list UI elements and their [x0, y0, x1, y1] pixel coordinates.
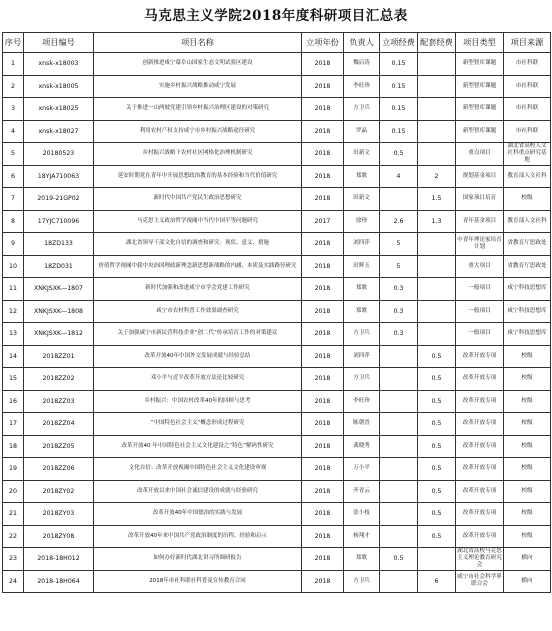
row-index: 10 [3, 255, 24, 278]
project-source: 校级 [504, 503, 551, 526]
row-index: 23 [3, 548, 24, 571]
project-source: 校级 [504, 525, 551, 548]
project-code: 17YJC710096 [24, 210, 94, 233]
document-title: 马克思主义学院2018年度科研项目汇总表 [144, 8, 408, 24]
project-code: 18ZD133 [24, 233, 94, 256]
project-leader: 魏启涛 [344, 53, 380, 76]
project-code: 18ZD031 [24, 255, 94, 278]
table-row [3, 165, 551, 188]
matching-funding: 0.5 [418, 435, 456, 458]
table-row [3, 75, 551, 98]
project-leader: 罗晶 [344, 120, 380, 143]
project-name: 关于加强咸宁市新民营科技企业“创二代”传承培育工作的对策建议 [94, 323, 302, 346]
project-source: 咸宁科技思想库 [504, 300, 551, 323]
project-name: 咸宁市农村科普工作效果调查研究 [94, 300, 302, 323]
project-leader: 郑歌 [344, 278, 380, 301]
project-funding: 5 [380, 255, 418, 278]
row-index: 6 [3, 165, 24, 188]
project-leader: 刘四萍 [344, 233, 380, 256]
project-funding: 0.15 [380, 75, 418, 98]
table-row [3, 525, 551, 548]
row-index: 3 [3, 98, 24, 121]
funding-header: 立项经费 [380, 33, 418, 53]
row-index: 11 [3, 278, 24, 301]
project-source: 咸宁科技思想库 [504, 323, 551, 346]
row-index: 22 [3, 525, 24, 548]
project-source: 教育部人文社科 [504, 210, 551, 233]
row-index: 24 [3, 570, 24, 593]
project-code: 20180523 [24, 143, 94, 166]
table-row [3, 503, 551, 526]
table-row [3, 570, 551, 593]
table-row [3, 413, 551, 436]
row-index: 2 [3, 75, 24, 98]
matching-funding: 0.5 [418, 368, 456, 391]
matching-funding: 0.5 [418, 390, 456, 413]
project-leader: 方卫兵 [344, 570, 380, 593]
project-funding: 0.5 [380, 548, 418, 571]
project-code: 2018ZY03 [24, 503, 94, 526]
project-code: 2018ZZ02 [24, 368, 94, 391]
project-leader: 田新文 [344, 143, 380, 166]
row-index: 7 [3, 188, 24, 211]
project-leader: 杨翔才 [344, 525, 380, 548]
table-row [3, 300, 551, 323]
row-index: 21 [3, 503, 24, 526]
project-type: 中青年理论家培育计划 [456, 233, 504, 256]
project-code: 2018ZZ06 [24, 458, 94, 481]
project-leader: 郑歌 [344, 548, 380, 571]
project-year: 2018 [302, 165, 344, 188]
project-type: 改革开放专项 [456, 458, 504, 481]
row-index: 14 [3, 345, 24, 368]
project-year: 2018 [302, 323, 344, 346]
project-funding [380, 525, 418, 548]
project-name: 如何办好新时代湖北讲习所调研报告 [94, 548, 302, 571]
project-funding: 0.15 [380, 53, 418, 76]
project-leader: 李旺珍 [344, 75, 380, 98]
project-year: 2018 [302, 435, 344, 458]
project-type: 新型智库课题 [456, 53, 504, 76]
project-funding: 0.3 [380, 323, 418, 346]
row-index: 1 [3, 53, 24, 76]
project-code: xnsk-x18025 [24, 98, 94, 121]
project-code: 2018-18H012 [24, 548, 94, 571]
project-type-header: 项目类型 [456, 33, 504, 53]
project-leader: 陈朝晋 [344, 413, 380, 436]
project-funding: 0.15 [380, 98, 418, 121]
project-year: 2018 [302, 503, 344, 526]
project-code: XNKJSXK—1808 [24, 300, 94, 323]
project-type: 改革开放专项 [456, 503, 504, 526]
project-name: 乡村振兴战略下农村社区网格化治理机制研究 [94, 143, 302, 166]
project-code: 2018ZY08 [24, 525, 94, 548]
project-code: 2018ZZ03 [24, 390, 94, 413]
project-source: 校级 [504, 458, 551, 481]
project-source: 横向 [504, 548, 551, 571]
row-index: 16 [3, 390, 24, 413]
project-year: 2018 [302, 413, 344, 436]
project-name: 新时代中国共产党民生政治思想研究 [94, 188, 302, 211]
project-funding: 0.3 [380, 300, 418, 323]
row-index: 9 [3, 233, 24, 256]
project-name: 改革开放40年中国外交发展成就与经验总结 [94, 345, 302, 368]
project-type: 新型智库课题 [456, 120, 504, 143]
project-summary-table [2, 32, 551, 593]
project-funding: 4 [380, 165, 418, 188]
project-year: 2018 [302, 480, 344, 503]
project-name: 马克思主义政治哲学视阈中当代中国平等问题研究 [94, 210, 302, 233]
project-year: 2018 [302, 120, 344, 143]
index-header: 序号 [3, 33, 24, 53]
project-name-header: 项目名称 [94, 33, 302, 53]
project-leader: 李旺珍 [344, 390, 380, 413]
project-year: 2018 [302, 390, 344, 413]
project-code: xnsk-x18027 [24, 120, 94, 143]
project-name: 实施乡村振兴战略推动咸宁发展 [94, 75, 302, 98]
project-code: 2018ZZ04 [24, 413, 94, 436]
project-name: 乡村振兴：中国农村改革40年的回顾与思考 [94, 390, 302, 413]
project-code: XNKJSXK—1812 [24, 323, 94, 346]
project-leader: 方卫兵 [344, 368, 380, 391]
row-index: 19 [3, 458, 24, 481]
project-source: 咸宁科技思想库 [504, 278, 551, 301]
project-type: 改革开放专项 [456, 368, 504, 391]
project-year: 2018 [302, 188, 344, 211]
project-name: “中国特色社会主义”概念形成过程研究 [94, 413, 302, 436]
year-header: 立项年份 [302, 33, 344, 53]
project-name: 利用农村产权支持咸宁市乡村振兴战略途径研究 [94, 120, 302, 143]
matching-funding [418, 143, 456, 166]
project-type: 咸宁市社会科学界联合会 [456, 570, 504, 593]
project-funding [380, 345, 418, 368]
project-year: 2018 [302, 525, 344, 548]
project-leader: 齐青云 [344, 480, 380, 503]
project-funding [380, 503, 418, 526]
project-name: 邓小平与近平改革开放方法论比较研究 [94, 368, 302, 391]
project-funding: 0.15 [380, 120, 418, 143]
matching-funding: 1.5 [418, 188, 456, 211]
matching-funding [418, 98, 456, 121]
matching-funding: 0.5 [418, 413, 456, 436]
matching-funding: 0.5 [418, 345, 456, 368]
table-row [3, 435, 551, 458]
project-year: 2018 [302, 458, 344, 481]
project-funding: 5 [380, 233, 418, 256]
project-type: 国家项目培育 [456, 188, 504, 211]
project-leader: 张小枝 [344, 503, 380, 526]
project-leader: 郑歌 [344, 165, 380, 188]
matching-funding: 0.5 [418, 503, 456, 526]
project-source: 市社科联 [504, 98, 551, 121]
project-source: 校级 [504, 345, 551, 368]
project-type: 改革开放专项 [456, 345, 504, 368]
project-leader: 郑歌 [344, 300, 380, 323]
project-type: 改革开放专项 [456, 413, 504, 436]
matching-funding: 1.3 [418, 210, 456, 233]
table-row [3, 188, 551, 211]
project-name: 改革开放40年中国德治的实践与发展 [94, 503, 302, 526]
table-row [3, 548, 551, 571]
matching-funding: 2 [418, 165, 456, 188]
project-source: 校级 [504, 188, 551, 211]
matching-funding: 0.5 [418, 525, 456, 548]
project-source: 校级 [504, 413, 551, 436]
header-row [3, 33, 551, 53]
project-code: 18YJA710063 [24, 165, 94, 188]
matching-funding [418, 548, 456, 571]
table-row [3, 323, 551, 346]
project-type: 新型智库课题 [456, 75, 504, 98]
project-year: 2017 [302, 210, 344, 233]
project-type: 湖北省高校马克思主义理论教育研究会 [457, 548, 502, 569]
project-source: 校级 [504, 435, 551, 458]
table-row [3, 480, 551, 503]
table-row [3, 390, 551, 413]
project-source-header: 项目来源 [504, 33, 551, 53]
project-leader: 刘四萍 [344, 345, 380, 368]
project-code: xnsk-x18003 [24, 53, 94, 76]
project-name: 关于推进一山两坡党建引领乡村振兴治理区建设的对策研究 [94, 98, 302, 121]
project-year: 2018 [302, 233, 344, 256]
project-name: 价值哲学视阈中我中央治国理政新理念新思想新战略的内涵、本质及实践路径研究 [94, 255, 302, 278]
project-source: 湖北省高校人文社科重点研究基地 [504, 143, 551, 166]
project-year: 2018 [302, 53, 344, 76]
project-year: 2018 [302, 143, 344, 166]
project-type: 一般项目 [456, 300, 504, 323]
project-funding [380, 188, 418, 211]
matching-funding: 6 [418, 570, 456, 593]
table-row [3, 210, 551, 233]
project-leader: 万小平 [344, 458, 380, 481]
project-funding: 2.6 [380, 210, 418, 233]
project-funding [380, 413, 418, 436]
project-year: 2018 [302, 255, 344, 278]
project-name: 延安时期党在青年中开展思想政治教育的基本经验和当代价值研究 [94, 165, 302, 188]
matching-funding [418, 233, 456, 256]
project-funding [380, 458, 418, 481]
project-code: 2018ZZ05 [24, 435, 94, 458]
project-name: 2018年市社科联社科普及宣传教育合同 [94, 570, 302, 593]
project-funding [380, 368, 418, 391]
project-leader: 田辉玉 [344, 255, 380, 278]
project-type: 规划基金项目 [456, 165, 504, 188]
table-row [3, 233, 551, 256]
table-row [3, 458, 551, 481]
project-name: 湖北省领导干部文化自信的调查和研究：现状、意义、措施 [94, 233, 302, 256]
project-type: 新型智库课题 [456, 98, 504, 121]
matching-funding [418, 278, 456, 301]
matching-funding: 0.5 [418, 480, 456, 503]
project-year: 2018 [302, 548, 344, 571]
project-code: xnsk-x18005 [24, 75, 94, 98]
project-source: 校级 [504, 368, 551, 391]
project-source: 市社科联 [504, 75, 551, 98]
table-row [3, 98, 551, 121]
row-index: 13 [3, 323, 24, 346]
project-type: 改革开放专项 [456, 480, 504, 503]
project-source: 省教育厅思政处 [504, 255, 551, 278]
matching-funding [418, 75, 456, 98]
project-year: 2018 [302, 278, 344, 301]
project-code: 2018ZZ01 [24, 345, 94, 368]
project-code: 2018ZY02 [24, 480, 94, 503]
project-year: 2018 [302, 570, 344, 593]
project-source: 市社科联 [504, 53, 551, 76]
matching-funding [418, 300, 456, 323]
project-funding [380, 390, 418, 413]
table-row [3, 345, 551, 368]
project-funding [380, 435, 418, 458]
project-year: 2018 [302, 75, 344, 98]
project-type: 重点项目 [456, 143, 504, 166]
row-index: 5 [3, 143, 24, 166]
project-source: 横向 [504, 570, 551, 593]
matching-funding [418, 53, 456, 76]
project-funding: 0.5 [380, 143, 418, 166]
project-leader: 徐珍 [344, 210, 380, 233]
project-type: 改革开放专项 [456, 390, 504, 413]
matching-funding [418, 255, 456, 278]
row-index: 12 [3, 300, 24, 323]
row-index: 8 [3, 210, 24, 233]
leader-header: 负责人 [344, 33, 380, 53]
project-type: 一般项目 [456, 278, 504, 301]
project-name: 改革开放40年来中国共产党政治制度的历程、经验和启示 [94, 525, 302, 548]
project-type: 改革开放专项 [456, 435, 504, 458]
table-row [3, 143, 551, 166]
project-year: 2018 [302, 300, 344, 323]
project-code: XNKJSXK—1807 [24, 278, 94, 301]
matching-funding [418, 120, 456, 143]
project-source: 省教育厅思政处 [504, 233, 551, 256]
project-funding: 0.3 [380, 278, 418, 301]
project-source: 教育部人文社科 [504, 165, 551, 188]
row-index: 4 [3, 120, 24, 143]
project-source: 校级 [504, 390, 551, 413]
project-name: 改革开放40 年中国特色社会主义文化建设之“特色”解码性研究 [94, 435, 302, 458]
project-year: 2018 [302, 345, 344, 368]
row-index: 18 [3, 435, 24, 458]
project-source: 校级 [504, 480, 551, 503]
matching-funding-header: 配套经费 [418, 33, 456, 53]
project-funding [380, 480, 418, 503]
matching-funding [418, 323, 456, 346]
matching-funding: 0.5 [418, 458, 456, 481]
row-index: 15 [3, 368, 24, 391]
table-row [3, 368, 551, 391]
project-code: 2018-18H064 [24, 570, 94, 593]
project-leader: 田新文 [344, 188, 380, 211]
project-name: 新时代加强和改进咸宁市学会党建工作研究 [94, 278, 302, 301]
project-code: 2019-21GP02 [24, 188, 94, 211]
project-name: 改革开放以来中国社会诚信建设的成就与经验研究 [94, 480, 302, 503]
project-type: 一般项目 [456, 323, 504, 346]
table-row [3, 255, 551, 278]
project-year: 2018 [302, 368, 344, 391]
project-leader: 方卫兵 [344, 98, 380, 121]
table-row [3, 53, 551, 76]
project-leader: 方卫兵 [344, 323, 380, 346]
table-body [3, 53, 551, 593]
project-funding [380, 570, 418, 593]
project-year: 2018 [302, 98, 344, 121]
project-name: 文化自信：改革开放视阈中国特色社会主义文化建设审视 [94, 458, 302, 481]
project-type: 青年基金项目 [456, 210, 504, 233]
project-type: 改革开放专项 [456, 525, 504, 548]
row-index: 20 [3, 480, 24, 503]
project-name: 创新推进咸宁幕阜山国家生态文明试验区建设 [94, 53, 302, 76]
project-leader: 龚晓秀 [344, 435, 380, 458]
row-index: 17 [3, 413, 24, 436]
project-source: 市社科联 [504, 120, 551, 143]
table-row [3, 120, 551, 143]
table-row [3, 278, 551, 301]
project-type: 重大项目 [456, 255, 504, 278]
project-code-header: 项目编号 [24, 33, 94, 53]
